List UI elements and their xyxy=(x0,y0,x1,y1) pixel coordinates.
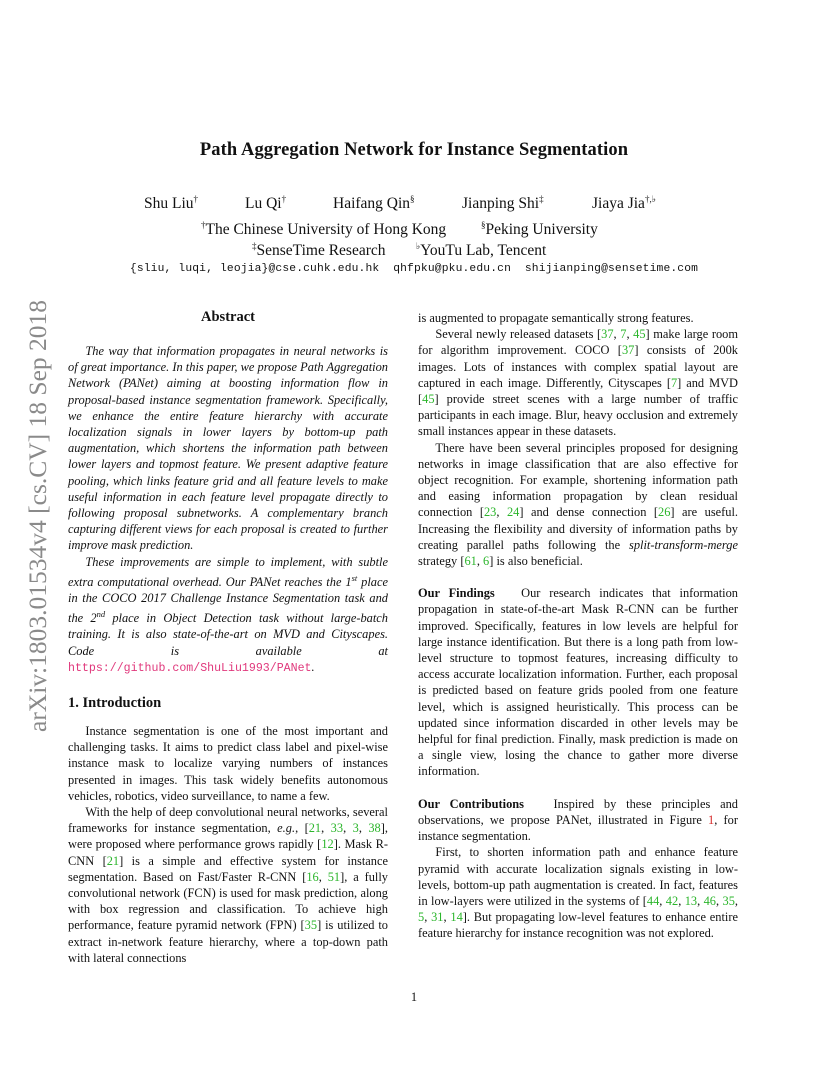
author-emails: {sliu, luqi, leojia}@cse.cuhk.edu.hk qhfpku@pku.edu.cn shijianping@sensetime.com xyxy=(129,263,699,275)
citation-link[interactable]: 3 xyxy=(352,821,359,836)
first-contribution-paragraph: First, to shorten information path and enhance feature pyramid with accurate localization signals existing in low-levels, bottom-up path augmentation is created. In fact, features in low-layers were utilized in the systems of [44, 42, 13, 46, 35, 5, 31, 14]. But propagating low-level features to enhance entire feature hierarchy for instance recognition was not explored. xyxy=(418,845,739,941)
abstract-body xyxy=(68,343,388,677)
citation-link[interactable]: 5 xyxy=(418,910,425,925)
citation-link[interactable]: 21 xyxy=(308,821,322,836)
citation-link[interactable]: 26 xyxy=(658,505,671,520)
page-number: 1 xyxy=(410,990,418,1004)
citation-link[interactable]: 24 xyxy=(506,505,520,520)
principles-paragraph: There have been several principles proposed for designing networks in image classification that are also effective for object recognition. For example, shortening information path and easing information propagation by clean residual connection [23, 24] and dense connection [26] are useful. Increasing the flexibility and diversity of information paths by creating parallel paths following the split-transform-merge strategy [61, 6] is also beneficial. xyxy=(418,440,739,569)
citation-link[interactable]: 6 xyxy=(483,554,490,569)
author-shu-liu: Shu Liu† xyxy=(144,194,199,212)
abstract-heading: Abstract xyxy=(201,309,255,325)
introduction-heading: 1. Introduction xyxy=(68,695,162,711)
abstract-paragraph-1: The way that information propagates in neural networks is of great importance. In this paper, we propose Path Aggregation Network (PANet) aiming at boosting information flow in proposal-based instance segmentation framework. Specifically, we enhance the entire feature hierarchy with accurate localization signals in lower layers by bottom-up path augmentation, which shortens the information path between lower layers and topmost feature. We present adaptive feature pooling, which links feature grid and all feature levels to make useful information in each feature level propagate directly to following proposal subnetworks. A complementary branch capturing different views for each proposal is created to further improve mask prediction. xyxy=(68,344,388,553)
findings-title: Our Findings xyxy=(418,586,495,601)
citation-link[interactable]: 44 xyxy=(646,893,660,908)
findings-paragraph: Our Findings Our research indicates that information propagation in state-of-the-art Mask R-CNN can be further improved. Specifically, features in low levels are helpful for large instance identification. But there is a long path from low-level structure to topmost features, increasing difficulty to access accurate localization information. Further, each proposal is predicted based on feature grids pooled from one feature level, which is assigned heuristically. This process can be updated since information discarded in other levels may be helpful for final prediction. Finally, mask prediction is made on a single view, losing the chance to gather more diverse information. xyxy=(418,586,739,779)
author-list xyxy=(0,194,828,218)
affiliation-youtu: ♭YouTu Lab, Tencent xyxy=(416,241,547,259)
intro-paragraph-1: Instance segmentation is one of the most important and challenging tasks. It aims to predict class label and pixel-wise instance mask to localize varying numbers of instances presented in images. This task widely benefits autonomous vehicles, robotics, video surveillance, to name a few. xyxy=(68,724,388,803)
citation-link[interactable]: 37 xyxy=(621,343,635,358)
citation-link[interactable]: 61 xyxy=(464,554,477,569)
citation-link[interactable]: 38 xyxy=(368,821,381,836)
citation-link[interactable]: 37 xyxy=(601,327,614,342)
affiliation-sensetime: ‡SenseTime Research xyxy=(252,241,386,259)
citation-link[interactable]: 14 xyxy=(450,910,463,925)
contributions-title: Our Contributions xyxy=(418,796,524,811)
right-paragraph-continued: is augmented to propagate semantically strong features. xyxy=(418,311,694,325)
citation-link[interactable]: 51 xyxy=(327,869,341,884)
citation-link[interactable]: 31 xyxy=(431,910,444,925)
arxiv-id-text: arXiv:1803.01534v4 [cs.CV] 18 Sep 2018 xyxy=(23,299,52,732)
author-lu-qi: Lu Qi† xyxy=(245,194,287,212)
citation-link[interactable]: 16 xyxy=(306,869,319,884)
right-column xyxy=(418,310,738,942)
citation-link[interactable]: 21 xyxy=(106,853,120,868)
contributions-paragraph: Our Contributions Inspired by these principles and observations, we propose PANet, illustrated in Figure 1, for instance segmentation. xyxy=(418,796,738,844)
citation-link[interactable]: 45 xyxy=(422,392,435,407)
code-url-link[interactable]: https://github.com/ShuLiu1993/PANet xyxy=(68,661,312,675)
affiliation-pku: §Peking University xyxy=(481,220,598,238)
citation-link[interactable]: 35 xyxy=(722,893,735,908)
author-jianping-shi: Jianping Shi‡ xyxy=(462,194,544,212)
affiliation-cuhk: †The Chinese University of Hong Kong xyxy=(201,220,447,238)
paper-title: Path Aggregation Network for Instance Segmentation xyxy=(199,140,629,160)
figure-ref-link[interactable]: 1 xyxy=(708,812,715,827)
citation-link[interactable]: 46 xyxy=(703,893,716,908)
citation-link[interactable]: 33 xyxy=(330,821,344,836)
intro-paragraph-2: With the help of deep convolutional neural networks, several frameworks for instance segmentation, e.g., [21, 33, 3, 38], were proposed where performance grows rapidly [12]. Mask R-CNN [21] is a simple and effective system for instance segmentation. Based on Fast/Faster R-CNN [16, 51], a fully convolutional network (FCN) is used for mask prediction, along with box regression and classification. To achieve high performance, feature pyramid network (FPN) [35] is utilized to extract in-network feature hierarchy, where a top-down path with lateral connections xyxy=(68,805,389,965)
datasets-paragraph: Several newly released datasets [37, 7, 45] make large room for algorithm improvement. COCO [37] consists of 200k images. Lots of instances with complex spatial layout are captured in each image. Differently, Cityscapes [7] and MVD [45] provide street scenes with a large number of traffic participants in each image. Blur, heavy occlusion and extremely small instances appear in these datasets. xyxy=(418,327,738,439)
author-haifang-qin: Haifang Qin§ xyxy=(333,194,415,212)
author-jiaya-jia: Jiaya Jia†,♭ xyxy=(592,194,656,212)
introduction-body xyxy=(68,723,388,966)
citation-link[interactable]: 7 xyxy=(670,375,678,390)
citation-link[interactable]: 45 xyxy=(633,327,646,342)
citation-link[interactable]: 23 xyxy=(483,505,497,520)
citation-link[interactable]: 42 xyxy=(665,893,679,908)
citation-link[interactable]: 13 xyxy=(684,893,698,908)
citation-link[interactable]: 35 xyxy=(304,918,318,933)
citation-link[interactable]: 12 xyxy=(321,837,334,852)
citation-link[interactable]: 7 xyxy=(620,327,627,342)
abstract-paragraph-2: These improvements are simple to implement, with subtle extra computational overhead. Our PANet reaches the 1st place in the COCO 2017 Challenge Instance Segmentation task and the 2nd place in Object Detection task without large-batch training. It is also state-of-the-art on MVD and Cityscapes. Code is available at https://github.com/ShuLiu1993/PANet. xyxy=(68,554,388,675)
